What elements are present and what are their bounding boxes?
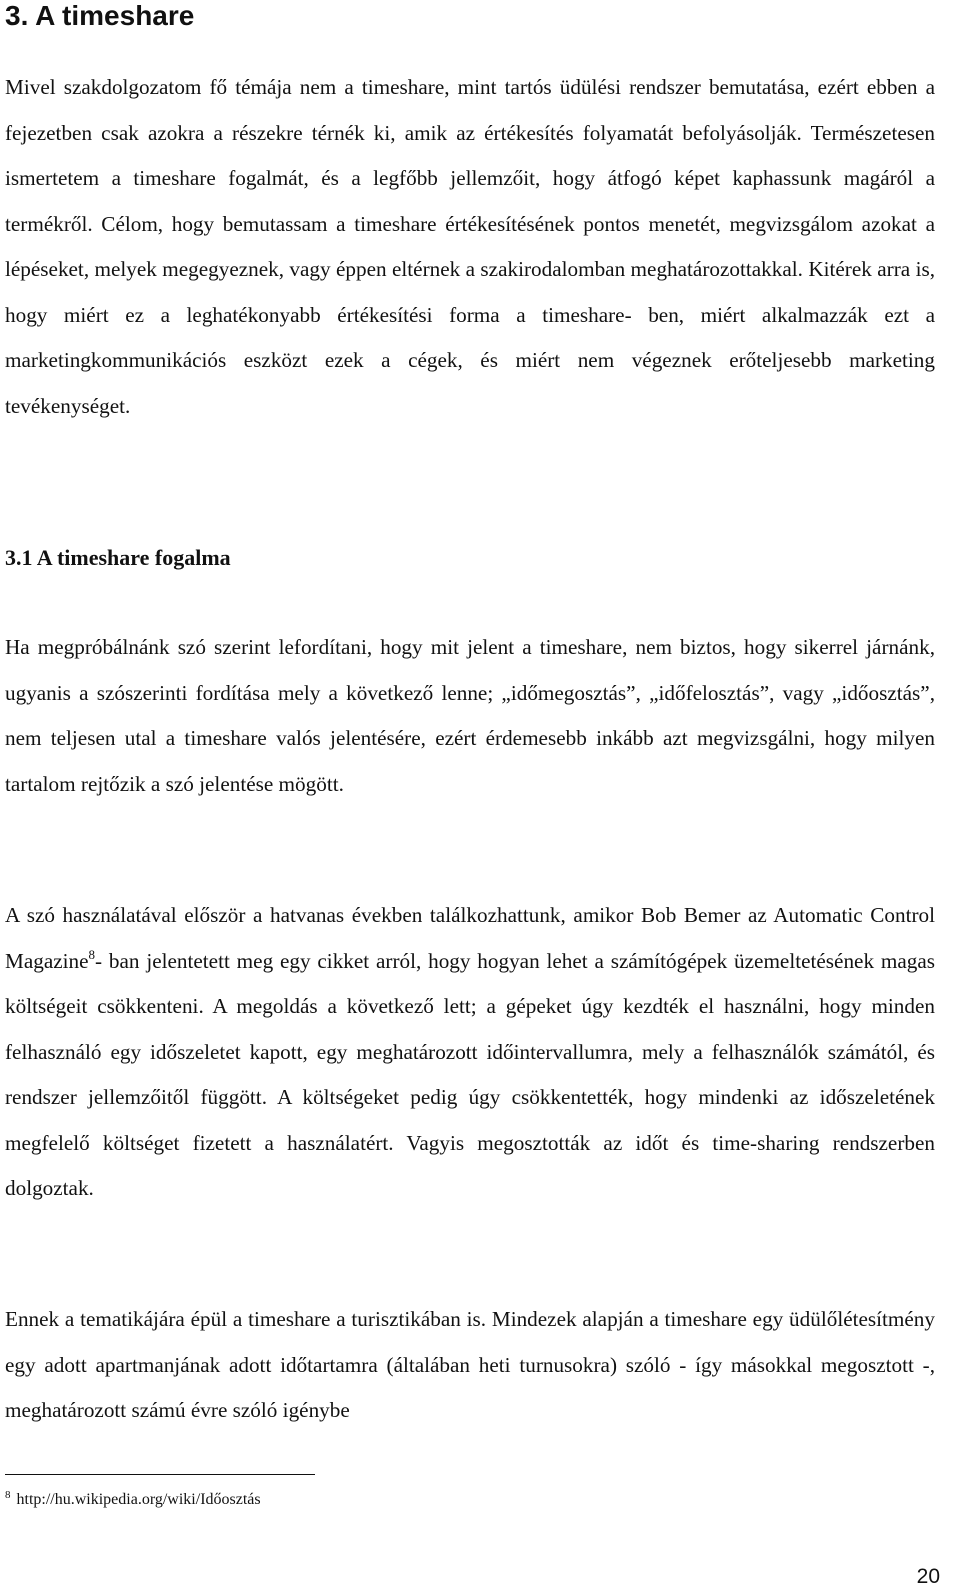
section-paragraph-1: Ha megpróbálnánk szó szerint lefordítani, hogy mit jelent a timeshare, nem biztos, hogy sikerrel járnánk, ugyanis a szószerinti fordítása mely a következő lenne; „időmegosztás”, „időfelosztás”, vagy „időosztás”, nem teljesen utal a timeshare valós jelentésére, ezért érdemesebb inkább azt megvizsgálni, hogy milyen tartalom rejtőzik a szó jelentése mögött. (5, 635, 935, 796)
paragraph-2-part-2: - ban jelentetett meg egy cikket arról, hogy hogyan lehet a számítógépek üzemeltetésének magas költségeit csökkenteni. A megoldás a következő lett; a gépeket úgy kezdték el használni, hogy minden felhasználó egy időszeletet kapott, egy meghatározott időintervallumra, mely a felhasználók számától, és rendszer jellemzőitől függött. A költségeket pedig úgy csökkentették, hogy mindenki az időszeletének megfelelő költséget fizetett a használatért. Vagyis megosztották az időt és time-sharing rendszerben dolgoztak. (5, 948, 935, 1200)
chapter-title: 3. A timeshare (5, 0, 195, 31)
footnote-reference: 8 (88, 946, 96, 962)
section-paragraph-2 (5, 893, 935, 1212)
paragraph-2-part-1: A szó használatával először a hatvanas években találkozhattunk, amikor Bob Bemer az Automatic Control Magazine (5, 903, 935, 973)
page-number: 20 (916, 1565, 940, 1588)
footnote-divider (5, 1474, 315, 1475)
section-title: 3.1 A timeshare fogalma (5, 545, 231, 570)
footnote-link[interactable]: http://hu.wikipedia.org/wiki/Időosztás (16, 1491, 261, 1508)
section-paragraph-3: Ennek a tematikájára épül a timeshare a turisztikában is. Mindezek alapján a timeshare egy üdülőlétesítmény egy adott apartmanjának adott időtartamra (általában heti turnusokra) szóló - így másokkal megosztott -, meghatározott számú évre szóló igénybe (5, 1307, 935, 1422)
footnote (5, 1488, 261, 1512)
footnote-number: 8 (5, 1489, 11, 1501)
intro-paragraph: Mivel szakdolgozatom fő témája nem a timeshare, mint tartós üdülési rendszer bemutatása, ezért ebben a fejezetben csak azokra a részekre térnék ki, amik az értékesítés folyamatát befolyásolják. Természetesen ismertetem a timeshare fogalmát, és a legfőbb jellemzőit, hogy átfogó képet kaphassunk magáról a termékről. Célom, hogy bemutassam a timeshare értékesítésének pontos menetét, megvizsgálom azokat a lépéseket, melyek megegyeznek, vagy éppen eltérnek a szakirodalomban meghatározottakkal. Kitérek arra is, hogy miért ez a leghatékonyabb értékesítési forma a timeshare- ben, miért alkalmazzák ezt a marketingkommunikációs eszközt ezek a cégek, és miért nem végeznek erőteljesebb marketing tevékenységet. (5, 75, 935, 418)
